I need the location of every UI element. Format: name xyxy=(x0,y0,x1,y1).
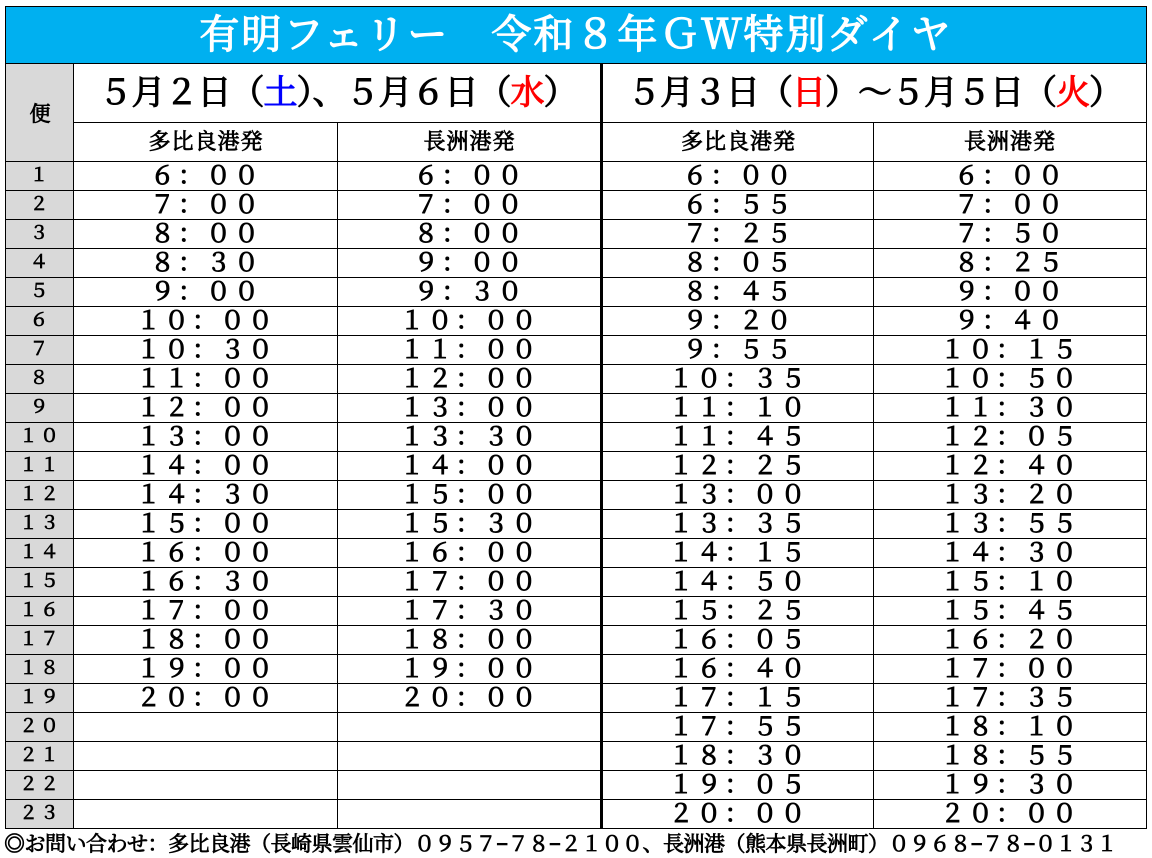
departure-nagasu-holiday: １５：４５ xyxy=(874,597,1146,626)
column-header-port-a1: 多比良港発 xyxy=(74,123,338,162)
row-number: ２１ xyxy=(6,742,74,771)
departure-nagasu-weekend xyxy=(338,771,602,800)
port-header-row xyxy=(6,123,1146,162)
departure-tabira-weekend: １０：３０ xyxy=(74,336,338,365)
table-row xyxy=(6,162,1146,191)
table-row xyxy=(6,307,1146,336)
departure-nagasu-holiday: １２：４０ xyxy=(874,452,1146,481)
departure-tabira-holiday: １１：４５ xyxy=(602,423,874,452)
table-row xyxy=(6,713,1146,742)
table-row xyxy=(6,597,1146,626)
table-row xyxy=(6,510,1146,539)
departure-nagasu-weekend: １７：００ xyxy=(338,568,602,597)
table-row xyxy=(6,394,1146,423)
departure-nagasu-weekend: １７：３０ xyxy=(338,597,602,626)
departure-nagasu-weekend: １０：００ xyxy=(338,307,602,336)
table-row xyxy=(6,481,1146,510)
row-number: ９ xyxy=(6,394,74,423)
date-group-a-after: ） xyxy=(543,74,577,112)
table-row xyxy=(6,249,1146,278)
date-group-b-day-sun: 日 xyxy=(792,74,825,112)
row-number: １５ xyxy=(6,568,74,597)
date-group-a-mid: ）、５月６日（ xyxy=(296,74,511,112)
table-row xyxy=(6,191,1146,220)
departure-tabira-weekend: ２０：００ xyxy=(74,684,338,713)
table-row xyxy=(6,539,1146,568)
departure-tabira-weekend: ７：００ xyxy=(74,191,338,220)
title-row xyxy=(6,7,1146,64)
column-header-port-b1: 多比良港発 xyxy=(602,123,874,162)
departure-nagasu-weekend: １３：３０ xyxy=(338,423,602,452)
column-header-port-a2: 長洲港発 xyxy=(338,123,602,162)
departure-tabira-weekend: ８：００ xyxy=(74,220,338,249)
departure-tabira-weekend: １３：００ xyxy=(74,423,338,452)
row-number: ３ xyxy=(6,220,74,249)
date-group-a-day-sat: 土 xyxy=(263,74,297,112)
departure-nagasu-holiday: ９：００ xyxy=(874,278,1146,307)
departure-tabira-weekend xyxy=(74,742,338,771)
departure-tabira-weekend: １６：３０ xyxy=(74,568,338,597)
departure-nagasu-holiday: １８：１０ xyxy=(874,713,1146,742)
date-group-b-after: ） xyxy=(1089,74,1122,112)
departure-nagasu-weekend: １８：００ xyxy=(338,626,602,655)
table-row xyxy=(6,423,1146,452)
table-row xyxy=(6,365,1146,394)
departure-nagasu-holiday: １４：３０ xyxy=(874,539,1146,568)
row-number: １９ xyxy=(6,684,74,713)
table-row xyxy=(6,452,1146,481)
departure-tabira-weekend xyxy=(74,713,338,742)
departure-nagasu-weekend: １９：００ xyxy=(338,655,602,684)
row-number: ６ xyxy=(6,307,74,336)
departure-tabira-holiday: ８：４５ xyxy=(602,278,874,307)
departure-tabira-holiday: ６：００ xyxy=(602,162,874,191)
departure-tabira-weekend: １１：００ xyxy=(74,365,338,394)
departure-tabira-weekend xyxy=(74,800,338,829)
departure-nagasu-weekend: １３：００ xyxy=(338,394,602,423)
row-number: １４ xyxy=(6,539,74,568)
departure-tabira-holiday: １３：００ xyxy=(602,481,874,510)
departure-nagasu-weekend: １４：００ xyxy=(338,452,602,481)
departure-tabira-holiday: １９：０５ xyxy=(602,771,874,800)
departure-tabira-holiday: １５：２５ xyxy=(602,597,874,626)
departure-tabira-holiday: １４：１５ xyxy=(602,539,874,568)
table-row xyxy=(6,742,1146,771)
row-number: ８ xyxy=(6,365,74,394)
departure-tabira-weekend: １６：００ xyxy=(74,539,338,568)
departure-tabira-holiday: １６：４０ xyxy=(602,655,874,684)
table-row xyxy=(6,800,1146,829)
date-group-b-mid: ）〜５月５日（ xyxy=(825,74,1056,112)
departure-tabira-holiday: １７：５５ xyxy=(602,713,874,742)
departure-nagasu-weekend: １５：００ xyxy=(338,481,602,510)
date-group-b-day-tue: 火 xyxy=(1056,74,1089,112)
departure-nagasu-holiday: ７：５０ xyxy=(874,220,1146,249)
timetable xyxy=(5,6,1146,829)
table-row xyxy=(6,568,1146,597)
date-group-a-before: ５月２日（ xyxy=(98,74,264,112)
departure-nagasu-holiday: １０：１５ xyxy=(874,336,1146,365)
departure-nagasu-holiday: １８：５５ xyxy=(874,742,1146,771)
row-number: ７ xyxy=(6,336,74,365)
departure-nagasu-holiday: １７：３５ xyxy=(874,684,1146,713)
departure-tabira-holiday: １２：２５ xyxy=(602,452,874,481)
row-number: ２０ xyxy=(6,713,74,742)
departure-tabira-holiday: １８：３０ xyxy=(602,742,874,771)
departure-nagasu-weekend: ２０：００ xyxy=(338,684,602,713)
departure-tabira-weekend: ６：００ xyxy=(74,162,338,191)
departure-tabira-holiday: １１：１０ xyxy=(602,394,874,423)
departure-tabira-weekend: ８：３０ xyxy=(74,249,338,278)
row-number: １７ xyxy=(6,626,74,655)
departure-nagasu-weekend: １２：００ xyxy=(338,365,602,394)
departure-tabira-holiday: ６：５５ xyxy=(602,191,874,220)
departure-tabira-weekend: １９：００ xyxy=(74,655,338,684)
row-number: １１ xyxy=(6,452,74,481)
departure-nagasu-holiday: ６：００ xyxy=(874,162,1146,191)
row-number: ４ xyxy=(6,249,74,278)
departure-nagasu-holiday: ２０：００ xyxy=(874,800,1146,829)
departure-nagasu-holiday: １６：２０ xyxy=(874,626,1146,655)
departure-tabira-holiday: １０：３５ xyxy=(602,365,874,394)
departure-tabira-weekend: １０：００ xyxy=(74,307,338,336)
departure-nagasu-weekend: ９：００ xyxy=(338,249,602,278)
departure-nagasu-holiday: １０：５０ xyxy=(874,365,1146,394)
departure-nagasu-weekend xyxy=(338,742,602,771)
table-row xyxy=(6,771,1146,800)
table-row xyxy=(6,626,1146,655)
page-title: 有明フェリー 令和８年ＧＷ特別ダイヤ xyxy=(6,7,1146,64)
date-group-b xyxy=(602,64,1146,123)
date-header-row xyxy=(6,64,1146,123)
departure-tabira-weekend xyxy=(74,771,338,800)
table-row xyxy=(6,655,1146,684)
table-row xyxy=(6,220,1146,249)
table-row xyxy=(6,278,1146,307)
row-number: １０ xyxy=(6,423,74,452)
departure-nagasu-holiday: １７：００ xyxy=(874,655,1146,684)
departure-nagasu-weekend: ６：００ xyxy=(338,162,602,191)
departure-nagasu-holiday: ９：４０ xyxy=(874,307,1146,336)
row-number: ２ xyxy=(6,191,74,220)
departure-nagasu-holiday: １２：０５ xyxy=(874,423,1146,452)
departure-tabira-holiday: ７：２５ xyxy=(602,220,874,249)
departure-tabira-holiday: ９：５５ xyxy=(602,336,874,365)
departure-nagasu-holiday: １９：３０ xyxy=(874,771,1146,800)
row-number: １３ xyxy=(6,510,74,539)
departure-nagasu-weekend xyxy=(338,800,602,829)
row-number: ２２ xyxy=(6,771,74,800)
departure-nagasu-weekend: １１：００ xyxy=(338,336,602,365)
date-group-a-day-wed: 水 xyxy=(510,74,544,112)
departure-tabira-holiday: １６：０５ xyxy=(602,626,874,655)
departure-nagasu-weekend: ７：００ xyxy=(338,191,602,220)
column-header-port-b2: 長洲港発 xyxy=(874,123,1146,162)
column-header-bin: 便 xyxy=(6,64,74,162)
departure-nagasu-holiday: １１：３０ xyxy=(874,394,1146,423)
contact-footer: ◎お問い合わせ：多比良港（長崎県雲仙市）０９５７−７８−２１００、長洲港（熊本県長洲町）０９６８−７８−０１３１ xyxy=(4,833,1118,856)
row-number: １ xyxy=(6,162,74,191)
departure-nagasu-holiday: ８：２５ xyxy=(874,249,1146,278)
departure-tabira-holiday: ９：２０ xyxy=(602,307,874,336)
table-row xyxy=(6,336,1146,365)
ferry-timetable-sheet xyxy=(0,6,1152,856)
departure-tabira-weekend: １２：００ xyxy=(74,394,338,423)
departure-tabira-weekend: １４：３０ xyxy=(74,481,338,510)
departure-tabira-weekend: １７：００ xyxy=(74,597,338,626)
row-number: １６ xyxy=(6,597,74,626)
row-number: ２３ xyxy=(6,800,74,829)
departure-nagasu-weekend: ９：３０ xyxy=(338,278,602,307)
departure-nagasu-holiday: １５：１０ xyxy=(874,568,1146,597)
departure-tabira-weekend: １８：００ xyxy=(74,626,338,655)
date-group-a xyxy=(74,64,602,123)
departure-tabira-holiday: １７：１５ xyxy=(602,684,874,713)
departure-tabira-weekend: １４：００ xyxy=(74,452,338,481)
departure-tabira-holiday: １４：５０ xyxy=(602,568,874,597)
departure-tabira-holiday: ２０：００ xyxy=(602,800,874,829)
departure-tabira-weekend: １５：００ xyxy=(74,510,338,539)
departure-nagasu-holiday: １３：２０ xyxy=(874,481,1146,510)
departure-tabira-weekend: ９：００ xyxy=(74,278,338,307)
date-group-b-before: ５月３日（ xyxy=(627,74,792,112)
departure-tabira-holiday: １３：３５ xyxy=(602,510,874,539)
row-number: １２ xyxy=(6,481,74,510)
departure-nagasu-weekend: ８：００ xyxy=(338,220,602,249)
table-row xyxy=(6,684,1146,713)
departure-nagasu-weekend xyxy=(338,713,602,742)
departure-tabira-holiday: ８：０５ xyxy=(602,249,874,278)
departure-nagasu-weekend: １５：３０ xyxy=(338,510,602,539)
row-number: ５ xyxy=(6,278,74,307)
row-number: １８ xyxy=(6,655,74,684)
departure-nagasu-holiday: １３：５５ xyxy=(874,510,1146,539)
departure-nagasu-weekend: １６：００ xyxy=(338,539,602,568)
departure-nagasu-holiday: ７：００ xyxy=(874,191,1146,220)
